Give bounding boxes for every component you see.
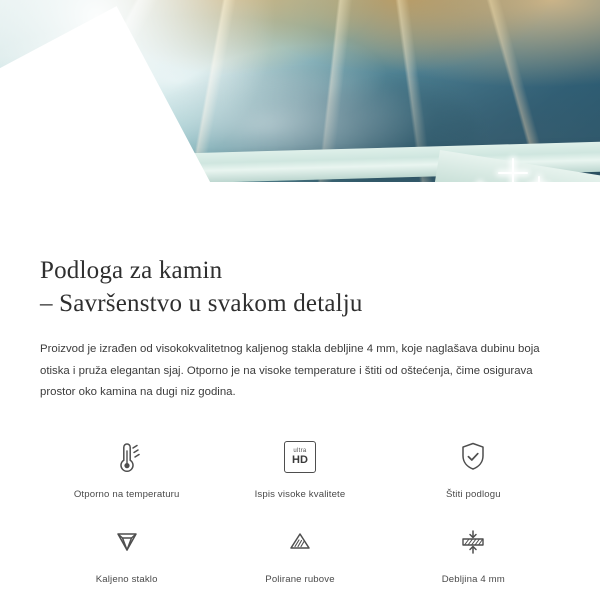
polished-edges-icon: [280, 520, 320, 564]
feature-label: Ispis visoke kvalitete: [254, 488, 346, 500]
ultra-hd-icon: [284, 435, 316, 479]
feature-label: Polirane rubove: [265, 573, 335, 585]
feature-item-thickness: [387, 520, 560, 585]
feature-item-tempered-glass: [40, 520, 213, 585]
diamond-icon: [107, 520, 147, 564]
image-corner-mask-bottom: [0, 182, 600, 218]
thermometer-icon: [107, 435, 147, 479]
hero-image: [0, 0, 600, 218]
feature-item-polished-edges: [213, 520, 386, 585]
feature-grid: [40, 435, 560, 585]
ultra-hd-badge-top: ultra: [293, 447, 307, 454]
feature-item-protects-surface: [387, 435, 560, 500]
feature-label: Otporno na temperaturu: [73, 488, 180, 500]
feature-label: Štiti podlogu: [445, 488, 501, 500]
feature-label: Kaljeno staklo: [95, 573, 158, 585]
feature-item-temperature: [40, 435, 213, 500]
shield-check-icon: [453, 435, 493, 479]
feature-label: Debljina 4 mm: [441, 573, 505, 585]
thickness-arrows-icon: [453, 520, 493, 564]
ultra-hd-badge-bottom: HD: [292, 453, 308, 466]
product-description-text: Proizvod je izrađen od visokokvalitetnog kaljenog stakla debljine 4 mm, koje naglašava dubinu boja otiska i pruža elegantan sjaj. Otporno je na visoke temperature i štiti od oštećenja, čime osigurava prostor oko kamina na dugi niz godina.: [40, 343, 540, 398]
content-area: [0, 218, 600, 585]
feature-item-print-quality: [213, 435, 386, 500]
page-title: [40, 254, 560, 320]
page-title-line-1: Podloga za kamin: [40, 257, 223, 284]
page-title-line-2: – Savršenstvo u svakom detalju: [40, 290, 363, 317]
